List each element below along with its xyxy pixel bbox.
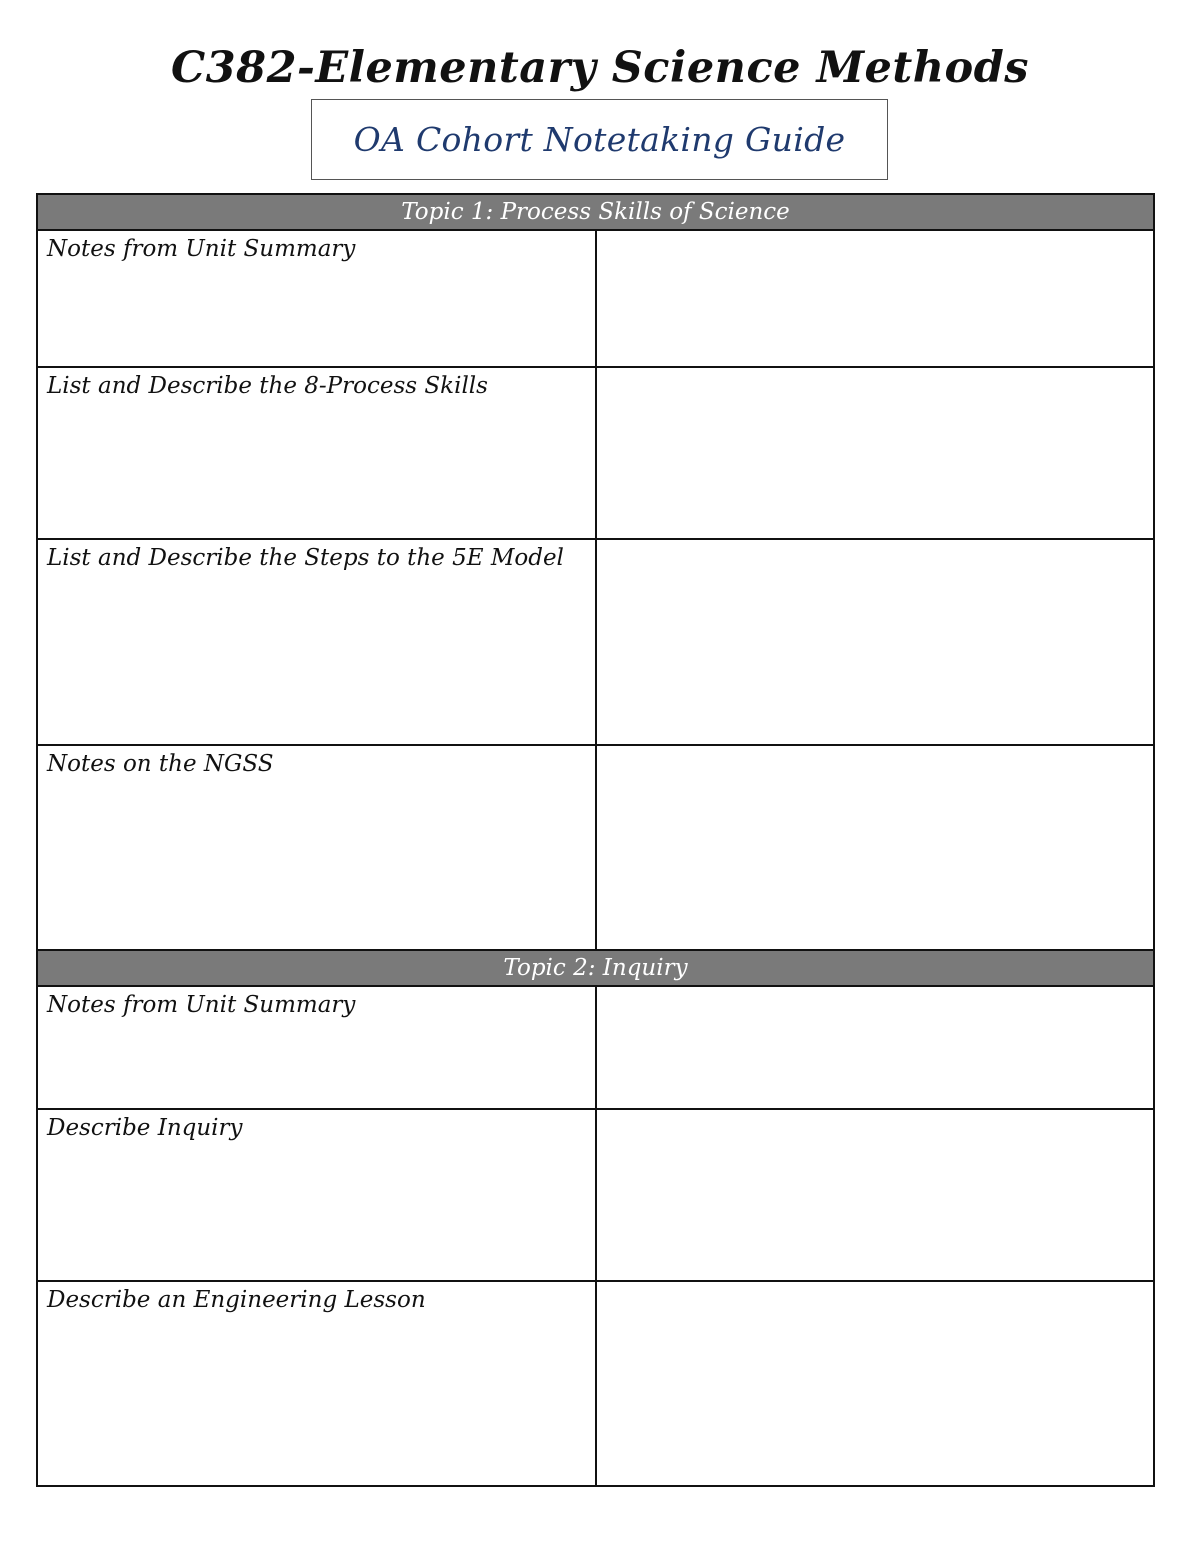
- table-row: [37, 539, 1154, 745]
- prompt-label: Notes from Unit Summary: [37, 230, 596, 367]
- table-row: [37, 367, 1154, 539]
- table-row: [37, 1281, 1154, 1486]
- notes-answer-cell[interactable]: [596, 745, 1155, 950]
- topic-2-heading: Topic 2: Inquiry: [37, 950, 1154, 986]
- notes-answer-cell[interactable]: [596, 230, 1155, 367]
- notes-answer-cell[interactable]: [596, 539, 1155, 745]
- table-row: [37, 1109, 1154, 1281]
- topic-1-heading: Topic 1: Process Skills of Science: [37, 194, 1154, 230]
- topic-header-row: [37, 194, 1154, 230]
- notes-answer-cell[interactable]: [596, 367, 1155, 539]
- subtitle: OA Cohort Notetaking Guide: [353, 120, 846, 159]
- prompt-label: List and Describe the 8-Process Skills: [37, 367, 596, 539]
- subtitle-box: [311, 99, 888, 180]
- prompt-label: Notes from Unit Summary: [37, 986, 596, 1109]
- notes-answer-cell[interactable]: [596, 1281, 1155, 1486]
- prompt-label: List and Describe the Steps to the 5E Model: [37, 539, 596, 745]
- notes-answer-cell[interactable]: [596, 1109, 1155, 1281]
- topic-header-row: [37, 950, 1154, 986]
- page-title: C382-Elementary Science Methods: [171, 43, 1029, 93]
- prompt-label: Describe Inquiry: [37, 1109, 596, 1281]
- notes-answer-cell[interactable]: [596, 986, 1155, 1109]
- table-row: [37, 986, 1154, 1109]
- table-row: [37, 230, 1154, 367]
- prompt-label: Describe an Engineering Lesson: [37, 1281, 596, 1486]
- table-row: [37, 745, 1154, 950]
- prompt-label: Notes on the NGSS: [37, 745, 596, 950]
- notetaking-table: [36, 193, 1155, 1487]
